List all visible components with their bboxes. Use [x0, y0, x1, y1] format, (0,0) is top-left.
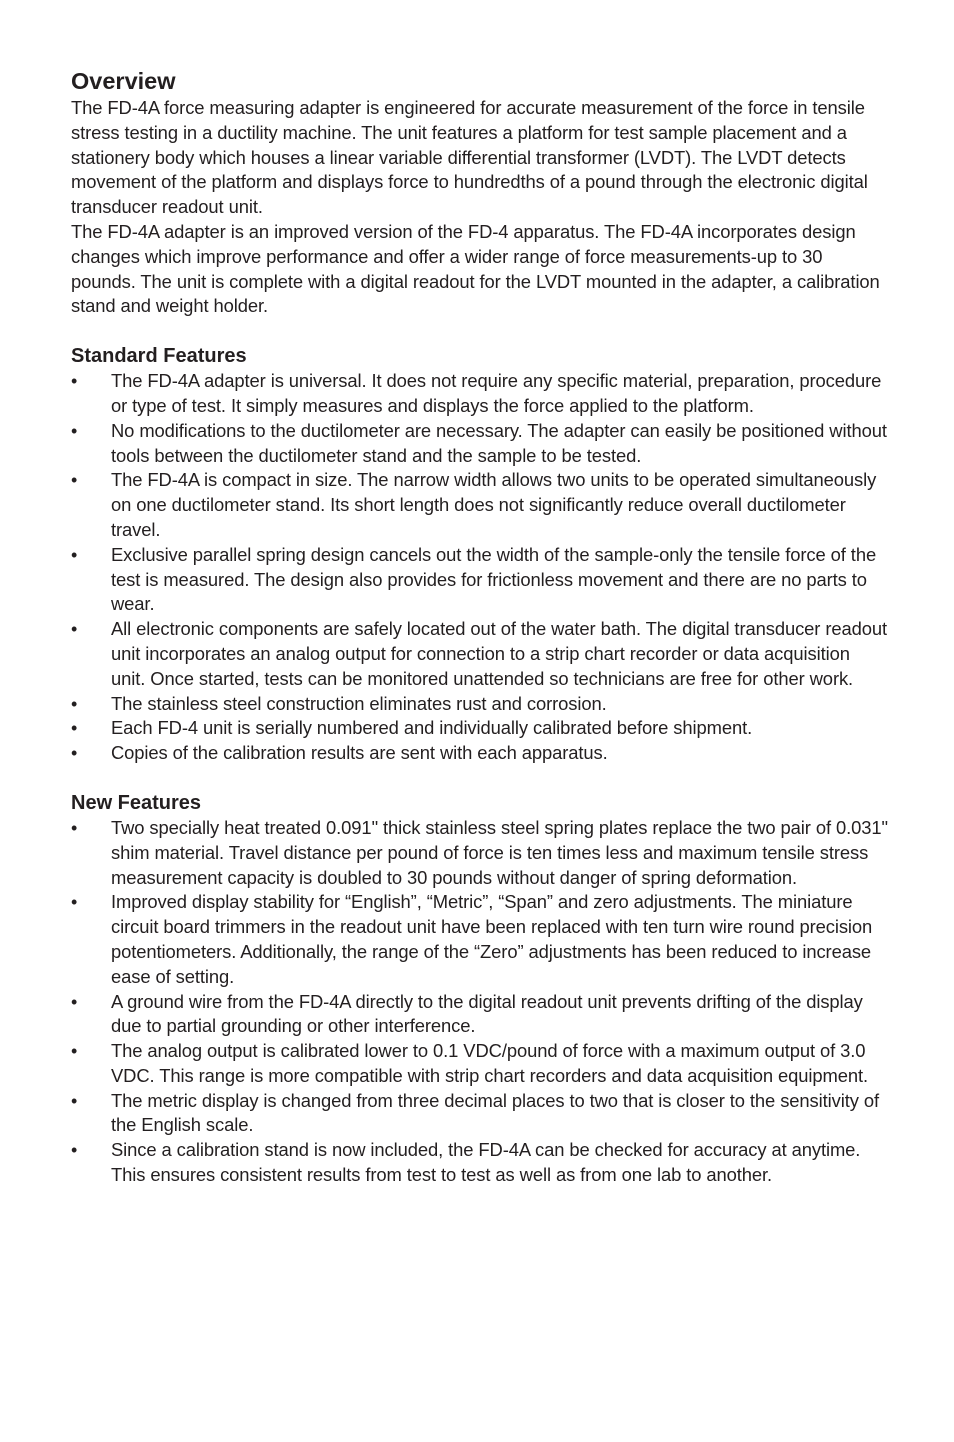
list-item: [71, 741, 889, 766]
list-item: [71, 617, 889, 691]
list-item-text: Two specially heat treated 0.091" thick stainless steel spring plates replace the two pair of 0.031" shim material. Travel distance per pound of force is ten times less and maximum tensile stress measurement capacity is doubled to 30 pounds without danger of spring deformation.: [111, 816, 888, 888]
bullet-icon: •: [71, 817, 78, 838]
standard-features-heading: Standard Features: [71, 345, 247, 368]
document-page: [71, 66, 889, 1188]
list-item-text: A ground wire from the FD-4A directly to the digital readout unit prevents drifting of the display due to partial grounding or other interference.: [111, 990, 863, 1037]
standard-features-section: [71, 344, 889, 766]
bullet-icon: •: [71, 1140, 78, 1161]
bullet-icon: •: [71, 470, 78, 491]
list-item: [71, 543, 889, 617]
list-item: [71, 692, 889, 717]
list-item: [71, 816, 889, 890]
bullet-icon: •: [71, 718, 78, 739]
bullet-icon: •: [71, 420, 78, 441]
list-item: [71, 419, 889, 469]
new-features-heading: New Features: [71, 791, 202, 814]
section-spacer: [71, 766, 889, 791]
list-item: [71, 1089, 889, 1139]
list-item-text: No modifications to the ductilometer are necessary. The adapter can easily be positioned without tools between the ductilometer stand and the sample to be tested.: [111, 419, 887, 466]
list-item-text: The FD-4A adapter is universal. It does not require any specific material, preparation, procedure or type of test. It simply measures and displays the force applied to the platform.: [111, 370, 882, 416]
list-item-text: The analog output is calibrated lower to 0.1 VDC/pound of force with a maximum output of 3.0 VDC. This range is more compatible with strip chart recorders and data acquisition equipment.: [111, 1040, 869, 1086]
list-item-text: Copies of the calibration results are sent with each apparatus.: [111, 742, 608, 764]
list-item: [71, 369, 889, 419]
list-item: [71, 990, 889, 1040]
bullet-icon: •: [71, 619, 78, 640]
section-spacer: [71, 319, 889, 344]
list-item-text: All electronic components are safely located out of the water bath. The digital transducer readout unit incorporates an analog output for connection to a strip chart recorder or data acquisition unit. Once started, tests can be monitored unattended so technicians are free for other work.: [111, 618, 888, 689]
list-item: [71, 1039, 889, 1089]
bullet-icon: •: [71, 693, 78, 714]
list-item-text: Since a calibration stand is now included, the FD-4A can be checked for accuracy at anytime. This ensures consistent results from test to test as well as from one lab to another.: [111, 1139, 861, 1186]
bullet-icon: •: [71, 544, 78, 565]
list-item: [71, 468, 889, 542]
list-item-text: The FD-4A is compact in size. The narrow width allows two units to be operated simultaneously on one ductilometer stand. Its short length does not significantly reduce overall ductilometer travel.: [111, 469, 877, 540]
list-item-text: Each FD-4 unit is serially numbered and individually calibrated before shipment.: [111, 717, 753, 739]
bullet-icon: •: [71, 743, 78, 764]
overview-section: [71, 66, 889, 319]
new-features-list: [71, 816, 889, 1188]
list-item: [71, 1138, 889, 1188]
bullet-icon: •: [71, 991, 78, 1012]
standard-features-list: [71, 369, 889, 766]
overview-paragraph: The FD-4A force measuring adapter is engineered for accurate measurement of the force in tensile stress testing in a ductility machine. The unit features a platform for test sample placement and a stationery body which houses a linear variable differential transformer (LVDT). The LVDT detects movement of the platform and displays force to hundredths of a pound through the electronic digital transducer readout unit.: [71, 97, 868, 218]
list-item: [71, 716, 889, 741]
list-item-text: The stainless steel construction eliminates rust and corrosion.: [111, 692, 607, 714]
list-item-text: The metric display is changed from three decimal places to two that is closer to the sensitivity of the English scale.: [111, 1089, 879, 1136]
overview-heading: Overview: [71, 68, 176, 94]
bullet-icon: •: [71, 892, 78, 913]
list-item: [71, 890, 889, 989]
new-features-section: [71, 791, 889, 1188]
bullet-icon: •: [71, 1090, 78, 1111]
list-item-text: Improved display stability for “English”, “Metric”, “Span” and zero adjustments. The miniature circuit board trimmers in the readout unit have been replaced with ten turn wire round precision potentiometers. Additionally, the range of the “Zero” adjustments has been reduced to increase ease of setting.: [111, 891, 873, 987]
bullet-icon: •: [71, 371, 78, 392]
bullet-icon: •: [71, 1041, 78, 1062]
overview-paragraph: The FD-4A adapter is an improved version of the FD-4 apparatus. The FD-4A incorporates design changes which improve performance and offer a wider range of force measurements-up to 30 pounds. The unit is complete with a digital readout for the LVDT mounted in the adapter, a calibration stand and weight holder.: [71, 220, 880, 317]
list-item-text: Exclusive parallel spring design cancels out the width of the sample-only the tensile force of the test is measured. The design also provides for frictionless movement and there are no parts to wear.: [111, 543, 877, 615]
